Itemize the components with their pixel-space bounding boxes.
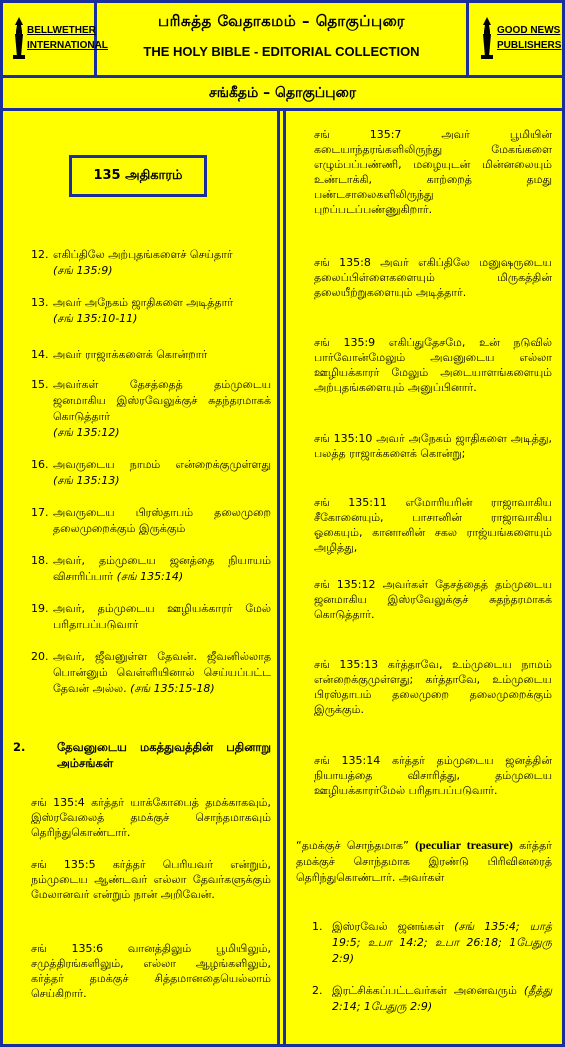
item-text: அவருடைய நாமம் என்றைக்குமுள்ளது [53,458,271,471]
verse-paragraph: சங் 135:10 அவர் அநேகம் ஜாதிகளை அடித்து, பலத்த ராஜாக்களைக் கொன்று; [314,432,552,460]
item-ref: (சங் 135:12) [53,426,120,439]
item-number: 17. [31,506,49,519]
section-number: 2. [13,740,26,754]
verse-paragraph: சங் 135:13 கர்த்தாவே, உம்முடைய நாமம் என்றைக்குமுள்ளது; கர்த்தாவே, உம்முடைய பிரஸ்தாபம் தலைமுறை தலைமுறைக்கும் இருக்கும். [314,658,552,716]
verse-paragraph: சங் 135:8 அவர் எகிப்திலே மனுஷருடைய தலைப்பிள்ளைகளையும் மிருகத்தின் தலையீற்றுகளையும் அடித்தார். [314,256,552,299]
item-number: 12. [31,248,49,261]
item-ref: (தீத்து 2:14; 1பேதுரு 2:9) [332,984,553,1013]
peculiar-text: கர்த்தர் தமக்குச் சொந்தமாக இரண்டு பிரிவினரைத் தெரிந்துகொண்டார். அவர்கள் [296,839,552,884]
subtitle: சங்கீதம் – தொகுப்புரை [208,85,357,101]
item-number: 1. [312,920,323,933]
publisher-right-line2: PUBLISHERS [497,40,562,51]
verse-paragraph: சங் 135:12 அவர்கள் தேசத்தைத் தம்முடைய ஜனமாகிய இஸ்ரவேலுக்குச் சுதந்தரமாகக் கொடுத்தார். [314,578,552,621]
item-number: 19. [31,602,49,615]
item-text: எகிப்திலே அற்புதங்களைச் செய்தார் [53,248,233,261]
item-ref: (சங் 135:10-11) [53,312,138,325]
header-title [100,3,463,75]
item-text: அவருடைய பிரஸ்தாபம் தலைமுறை தலைமுறைக்கும் இருக்கும் [53,506,271,535]
publisher-right-line1: GOOD NEWS [497,25,561,36]
verse-paragraph: சங் 135:7 அவர் பூமியின் கடையாந்தரங்களிலிருந்து மேகங்களை எழும்பப்பண்ணி, மழையுடன் மின்னலையும் உண்டாக்கி, காற்றைத் தமது பண்டசாலைகளிலிருந்து புறப்படப்பண்ணுகிறார். [314,128,552,216]
item-number: 14. [31,348,49,361]
item-ref: (சங் 135:15-18) [130,682,215,695]
publisher-left-line2: INTERNATIONAL [27,40,108,51]
item-number: 15. [31,378,49,391]
verse-paragraph: சங் 135:5 கர்த்தர் பெரியவர் என்றும், நம்முடைய ஆண்டவர் எல்லா தேவர்களுக்கும் மேலானவர் என்றும் நான் அறிவேன். [31,858,271,901]
publisher-logo-right [466,3,562,75]
item-text: அவர் அநேகம் ஜாதிகளை அடித்தார் [53,296,234,309]
item-number: 13. [31,296,49,309]
torch-icon [479,17,495,59]
item-text: அவர்கள் தேசத்தைத் தம்முடைய ஜனமாகிய இஸ்ரவேலுக்குச் சுதந்தரமாகக் கொடுத்தார் [53,378,271,423]
item-text: இஸ்ரவேல் ஜனங்கள் [332,920,445,933]
item-number: 20. [31,650,49,663]
publisher-logo-left [3,3,108,75]
item-ref: (சங் 135:4; யாத் 19:5; உபா 14:2; உபா 26:18; 1பேதுரு 2:9) [332,920,552,965]
item-number: 2. [312,984,323,997]
chapter-label: 135 அதிகாரம் [69,155,207,197]
item-ref: (சங் 135:9) [53,264,113,277]
left-column [3,111,280,1044]
item-text: அவர் ராஜாக்களைக் கொன்றார் [53,348,208,361]
verse-paragraph: சங் 135:4 கர்த்தர் யாக்கோபைத் தமக்காகவும், இஸ்ரவேலைத் தமக்குச் சொந்தமாகவும் தெரிந்துகொண்டார். [31,796,271,839]
title-tamil: பரிசுத்த வேதாகமம் – தொகுப்புரை [157,12,406,30]
verse-paragraph: சங் 135:6 வானத்திலும் பூமியிலும், சமுத்திரங்களிலும், எல்லா ஆழங்களிலும், கர்த்தர் தமக்குச் சித்தமானதையெல்லாம் செய்கிறார். [31,942,271,1000]
torch-icon [11,17,27,59]
peculiar-english: (peculiar treasure) [415,838,513,852]
verse-paragraph: சங் 135:9 எகிப்துதேசமே, உன் நடுவில் பார்வோன்மேலும் அவனுடைய எல்லா ஊழியக்காரர் மேலும் அடையாளங்களையும் அற்புதங்களையும் அனுப்பினார். [314,336,552,394]
verse-paragraph: சங் 135:14 கர்த்தர் தம்முடைய ஜனத்தின் நியாயத்தை விசாரித்து, தம்முடைய ஊழியக்காரர்மேல் பரிதாபப்படுவார். [314,754,552,797]
item-ref: (சங் 135:13) [53,474,120,487]
section-title: தேவனுடைய மகத்துவத்தின் பதினாறு அம்சங்கள் [57,740,271,770]
right-column [283,111,562,1044]
title-english: THE HOLY BIBLE - EDITORIAL COLLECTION [143,44,420,59]
publisher-left-line1: BELLWETHER [27,25,96,36]
peculiar-quote: “தமக்குச் சொந்தமாக” [296,839,409,852]
peculiar-treasure-note [296,837,552,886]
item-ref: (சங் 135:14) [116,570,184,583]
item-text: அவர், தம்முடைய ஜனத்தை நியாயம் விசாரிப்பார் [53,554,271,583]
item-number: 16. [31,458,49,471]
item-text: அவர், தம்முடைய ஊழியக்காரர் மேல் பரிதாபப்படுவார் [53,602,271,631]
item-number: 18. [31,554,49,567]
item-text: இரட்சிக்கப்பட்டவர்கள் அனைவரும் [332,984,517,997]
verse-paragraph: சங் 135:11 எமோரியரின் ராஜாவாகிய சீகோனையும், பாசானின் ராஜாவாகிய ஓகையும், கானானின் சகல ராஜ்யங்களையும் அழித்து, [314,496,552,554]
item-text: அவர், ஜீவனுள்ள தேவன். ஜீவனில்லாத பொன்னும் வெள்ளியினால் செய்யப்பட்ட தேவன் அல்ல. [53,650,271,695]
